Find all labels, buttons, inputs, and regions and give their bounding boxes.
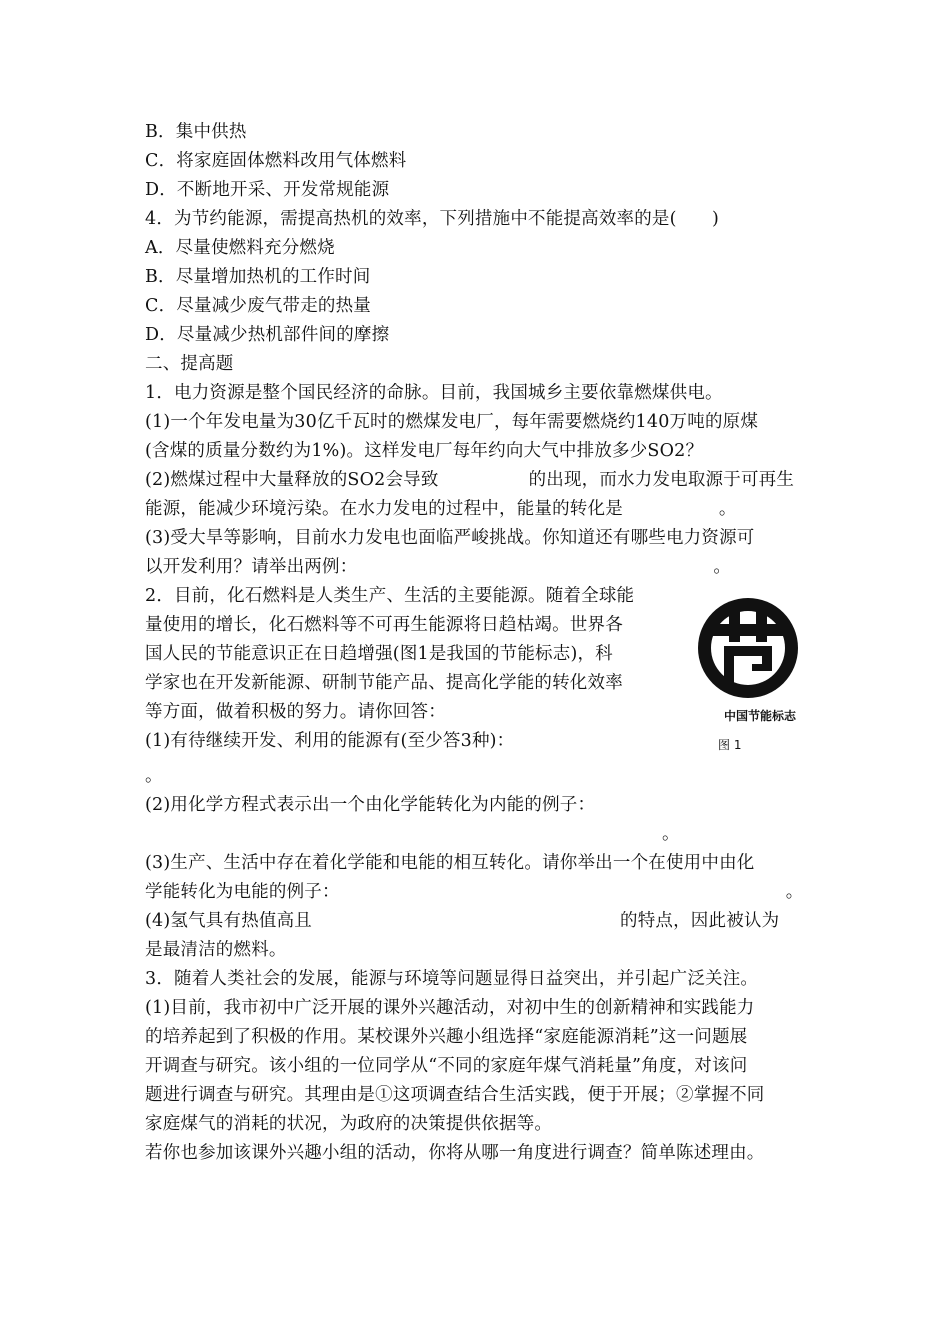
p1-s3-line2-part1: 以开发利用？请举出两例： (145, 557, 358, 577)
q4-option-b: B．尽量增加热机的工作时间 (145, 267, 371, 287)
p2-line4: 学家也在开发新能源、研制节能产品、提高化学能的转化效率 (145, 673, 623, 693)
q4-option-c: C．尽量减少废气带走的热量 (145, 296, 371, 316)
p3-line5: 家庭煤气的消耗的状况，为政府的决策提供依据等。 (145, 1114, 553, 1134)
p2-s2-end: 。 (662, 824, 680, 844)
p1-stem: 1．电力资源是整个国民经济的命脉。目前，我国城乡主要依靠燃煤供电。 (145, 383, 723, 403)
p1-s3-line2-end: 。 (713, 557, 732, 577)
p2-s1: (1)有待继续开发、利用的能源有(至少答3种)： (145, 731, 515, 751)
p1-s1-line2: (含煤的质量分数约为1%)。这样发电厂每年约向大气中排放多少SO2？ (145, 441, 704, 461)
p2-s1-end: 。 (145, 766, 163, 786)
p3-line3: 开调查与研究。该小组的一位同学从“不同的家庭年煤气消耗量”角度，对该问 (145, 1056, 748, 1076)
p3-line6: 若你也参加该课外兴趣小组的活动，你将从哪一角度进行调查？简单陈述理由。 (145, 1143, 765, 1163)
p2-s2: (2)用化学方程式表示出一个由化学能转化为内能的例子： (145, 795, 596, 815)
q4-option-d: D．尽量减少热机部件间的摩擦 (145, 325, 390, 345)
p1-s2-line1-part1: (2)燃煤过程中大量释放的SO2会导致 (145, 470, 439, 490)
p1-s3-line1: (3)受大旱等影响，目前水力发电也面临严峻挑战。你知道还有哪些电力资源可 (145, 528, 755, 548)
p1-s2-line2 (145, 495, 737, 524)
p1-s2-line1-part2: 的出现，而水力发电取源于可再生 (528, 470, 795, 490)
p1-s2-line1 (145, 466, 794, 495)
p2-s3-line2 (145, 878, 803, 907)
p3-line2: 的培养起到了积极的作用。某校课外兴趣小组选择“家庭能源消耗”这一问题展 (145, 1027, 748, 1047)
energy-saving-logo-icon (696, 596, 800, 700)
p2-s4-line2: 是最清洁的燃料。 (145, 940, 287, 960)
p2-s4-line1-part1: (4)氢气具有热值高且 (145, 911, 312, 931)
p2-s4-line1 (145, 907, 779, 936)
p1-s2-line2-part1: 能源，能减少环境污染。在水力发电的过程中，能量的转化是 (145, 499, 623, 519)
energy-saving-logo (696, 596, 806, 700)
p2-s3-line2-end: 。 (785, 882, 804, 902)
q3-option-d: D．不断地开采、开发常规能源 (145, 180, 390, 200)
p2-s3-line1: (3)生产、生活中存在着化学能和电能的相互转化。请你举出一个在使用中由化 (145, 853, 755, 873)
p3-line4: 题进行调查与研究。其理由是①这项调查结合生活实践，便于开展；②掌握不同 (145, 1085, 765, 1105)
section-title: 二、提高题 (145, 354, 234, 374)
q4-option-a: A．尽量使燃料充分燃烧 (145, 238, 335, 258)
p2-line3: 国人民的节能意识正在日趋增强(图1是我国的节能标志)，科 (145, 644, 613, 664)
p2-line1: 2．目前，化石燃料是人类生产、生活的主要能源。随着全球能 (145, 586, 635, 606)
p3-line1: (1)目前，我市初中广泛开展的课外兴趣活动，对初中生的创新精神和实践能力 (145, 998, 755, 1018)
q3-option-b: B．集中供热 (145, 122, 247, 142)
p2-line5: 等方面，做着积极的努力。请你回答： (145, 702, 446, 722)
p1-s2-line2-end: 。 (718, 499, 737, 519)
p1-s1-line1: (1)一个年发电量为30亿千瓦时的燃煤发电厂，每年需要燃烧约140万吨的原煤 (145, 412, 759, 432)
p1-s3-line2 (145, 553, 731, 582)
figure-label: 图 1 (718, 738, 742, 752)
q4-stem: 4．为节约能源，需提高热机的效率，下列措施中不能提高效率的是( ) (145, 209, 720, 229)
p2-line2: 量使用的增长，化石燃料等不可再生能源将日趋枯竭。世界各 (145, 615, 623, 635)
q3-option-c: C．将家庭固体燃料改用气体燃料 (145, 151, 407, 171)
figure-caption: 中国节能标志 (724, 709, 797, 723)
p3-stem: 3．随着人类社会的发展，能源与环境等问题显得日益突出，并引起广泛关注。 (145, 969, 759, 989)
p2-s4-line1-part2: 的特点，因此被认为 (620, 911, 780, 931)
p2-s3-line2-part1: 学能转化为电能的例子： (145, 882, 340, 902)
